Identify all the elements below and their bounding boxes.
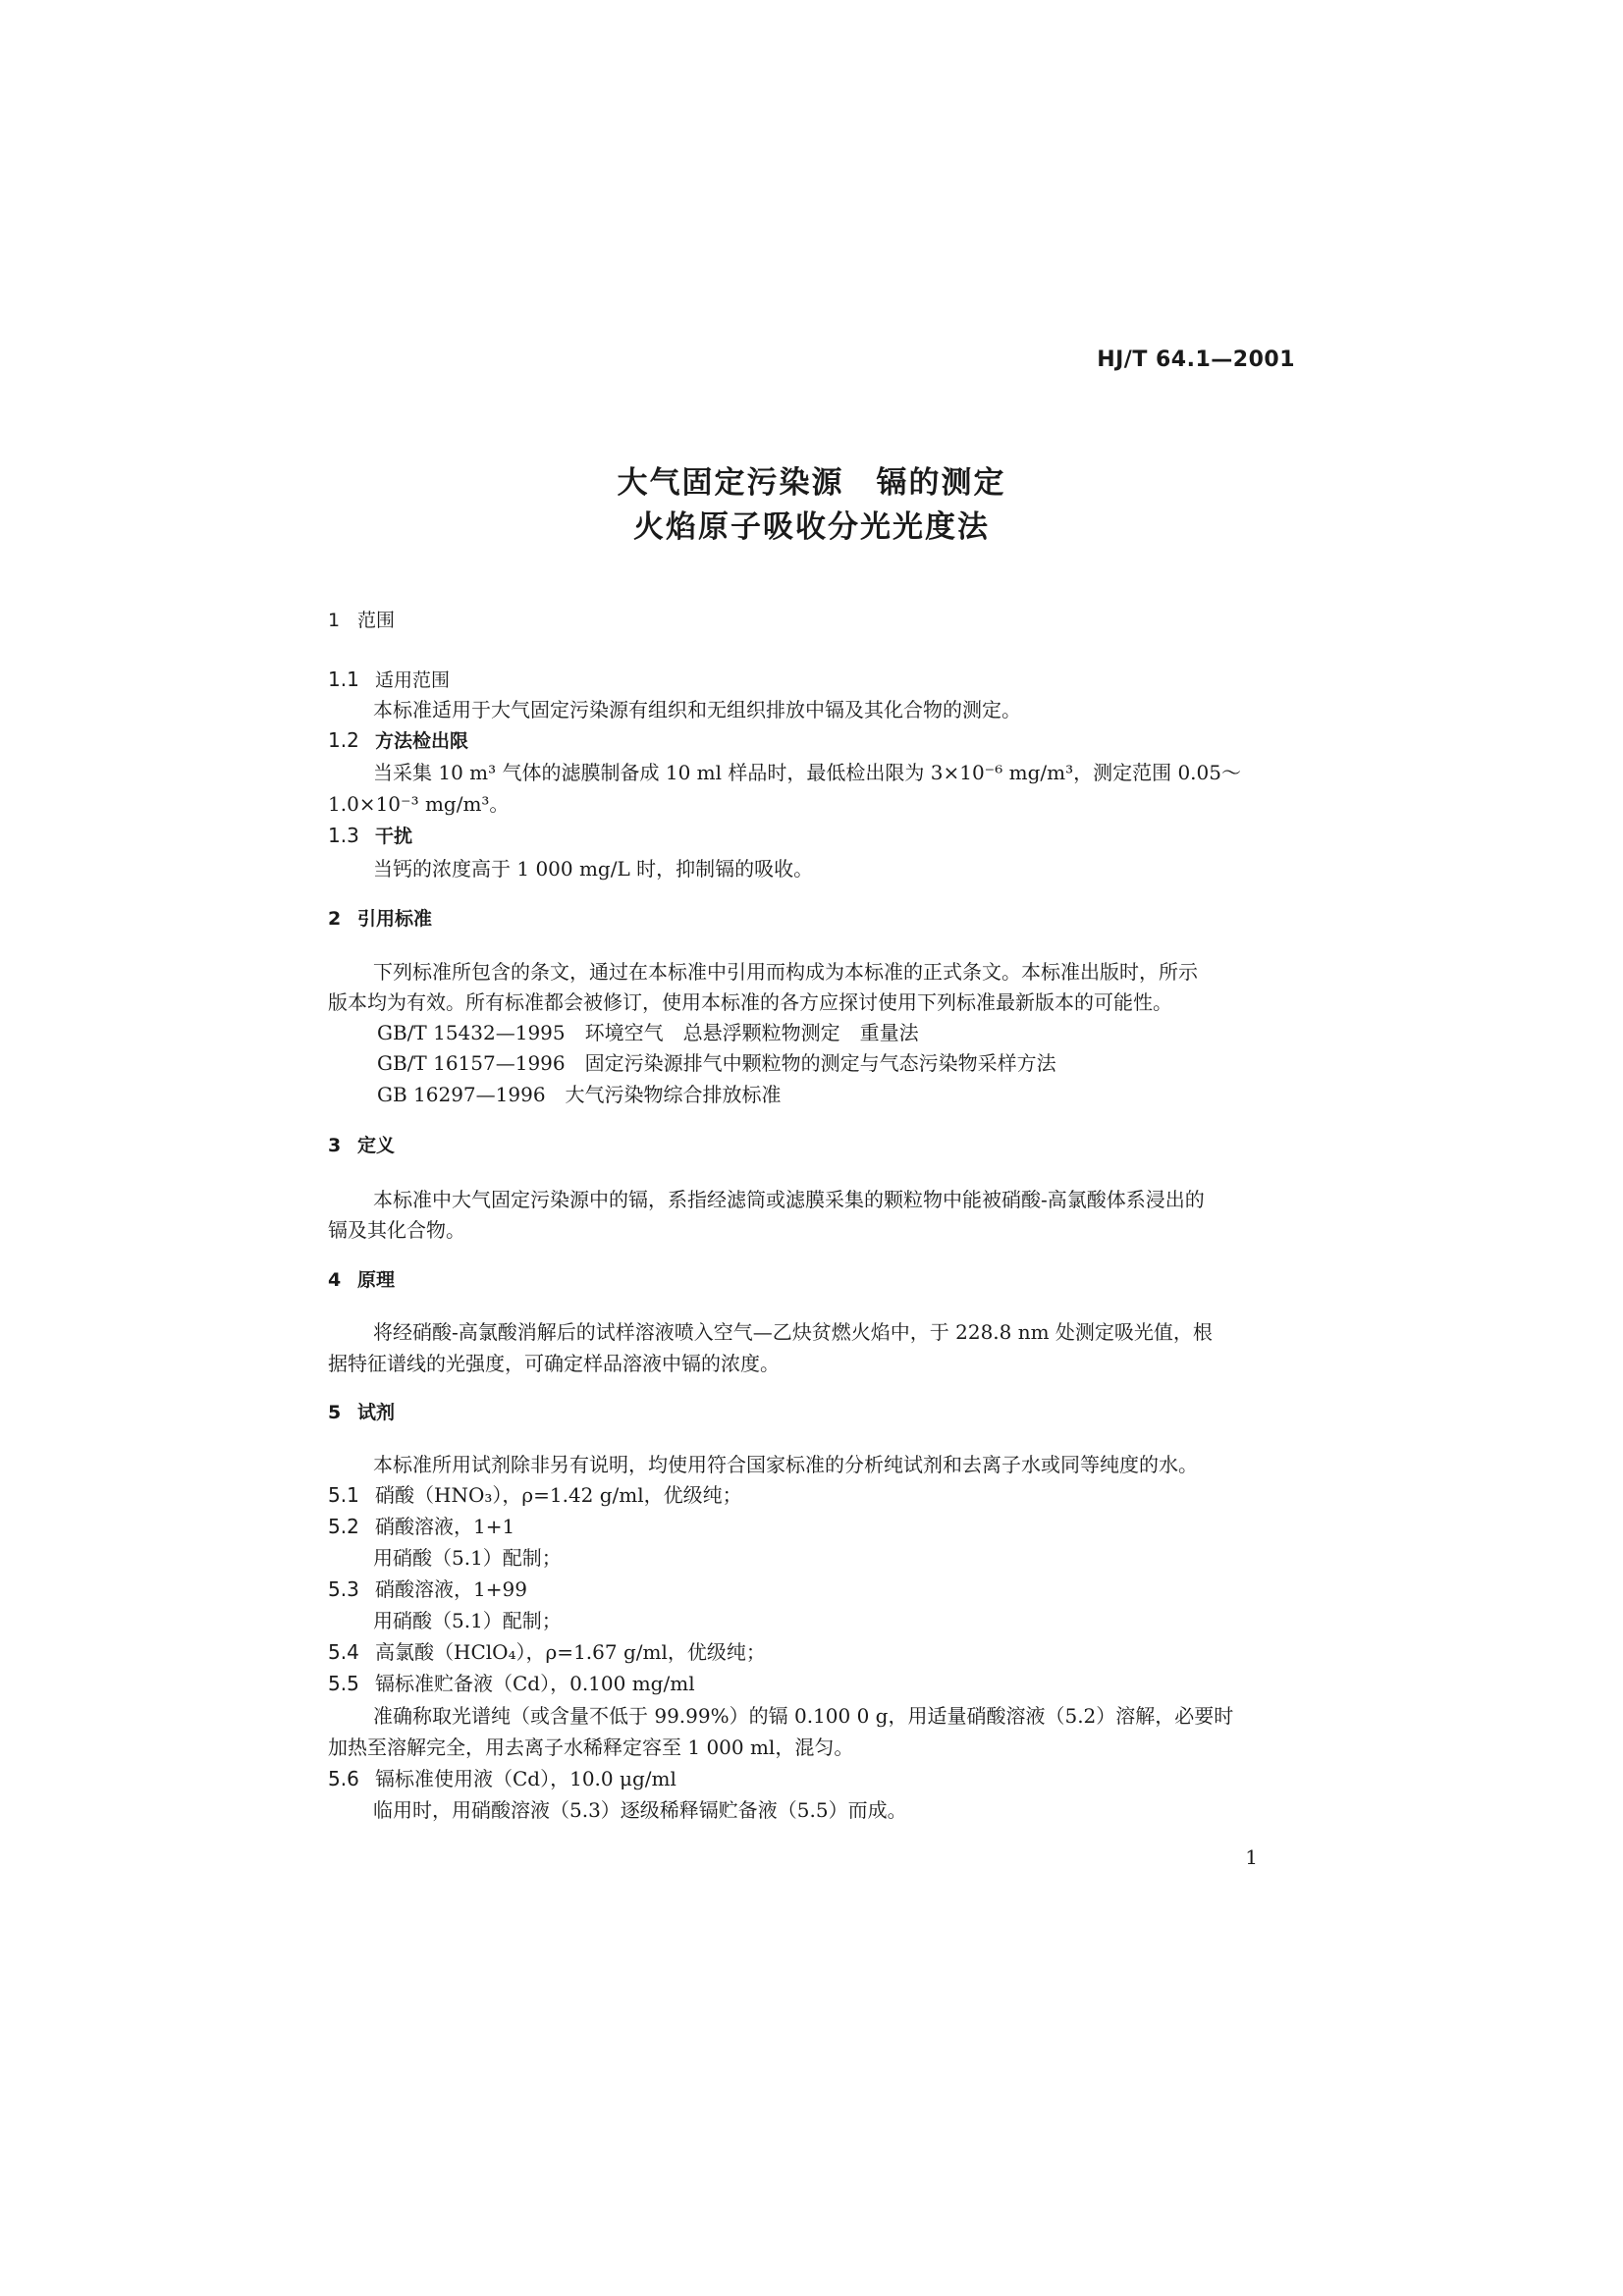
section-1-3-text: 当钙的浓度高于 1 000 mg/L 时，抑制镉的吸收。 (373, 857, 814, 881)
section-5-2-note: 用硝酸（5.1）配制； (373, 1546, 562, 1570)
subsection-number: 5.2 (328, 1515, 359, 1538)
section-1-2-heading (328, 725, 1295, 756)
subsection-number: 5.5 (328, 1672, 359, 1695)
page-number: 1 (1245, 1845, 1258, 1869)
section-5-text: 本标准所用试剂除非另有说明，均使用符合国家标准的分析纯试剂和去离子水或同等纯度的水。 (373, 1453, 1198, 1476)
section-1-3-heading (328, 821, 1295, 851)
section-5-6-item (328, 1764, 1295, 1793)
subsection-text: 硝酸溶液，1+1 (375, 1515, 515, 1538)
section-1-1-text: 本标准适用于大气固定污染源有组织和无组织排放中镉及其化合物的测定。 (373, 698, 1021, 721)
section-title: 定义 (357, 1135, 396, 1156)
reference-item: GB 16297—1996 大气污染物综合排放标准 (377, 1083, 782, 1106)
section-1-heading (328, 606, 1295, 635)
section-5-1-item (328, 1480, 1295, 1510)
section-title: 引用标准 (357, 908, 433, 930)
subsection-text: 镉标准贮备液（Cd），0.100 mg/ml (375, 1672, 695, 1695)
section-number: 5 (328, 1402, 342, 1423)
section-5-5-item (328, 1669, 1295, 1698)
section-4-text-line2: 据特征谱线的光强度，可确定样品溶液中镉的浓度。 (328, 1352, 780, 1375)
subsection-title: 适用范围 (375, 669, 451, 691)
standard-code: HJ/T 64.1—2001 (1097, 347, 1295, 372)
reference-item: GB/T 16157—1996 固定污染源排气中颗粒物的测定与气态污染物采样方法 (377, 1051, 1056, 1075)
subsection-number: 1.3 (328, 824, 359, 847)
section-3-text-line1: 本标准中大气固定污染源中的镉，系指经滤筒或滤膜采集的颗粒物中能被硝酸-高氯酸体系浸出的 (373, 1188, 1205, 1211)
section-number: 4 (328, 1269, 342, 1291)
section-number: 3 (328, 1135, 342, 1156)
subsection-number: 1.1 (328, 667, 359, 691)
section-2-text-line2: 版本均为有效。所有标准都会被修订，使用本标准的各方应探讨使用下列标准最新版本的可能性。 (328, 990, 1172, 1014)
section-5-heading (328, 1398, 1295, 1427)
section-5-3-note: 用硝酸（5.1）配制； (373, 1609, 562, 1632)
subsection-number: 5.3 (328, 1577, 359, 1601)
subsection-text: 镉标准使用液（Cd），10.0 μg/ml (375, 1767, 676, 1790)
subsection-text: 硝酸（HNO₃），ρ=1.42 g/ml，优级纯； (375, 1483, 742, 1507)
subsection-title: 方法检出限 (375, 730, 469, 752)
section-5-3-item (328, 1575, 1295, 1604)
section-title: 试剂 (357, 1402, 396, 1423)
section-5-2-item (328, 1512, 1295, 1541)
section-title: 原理 (357, 1269, 396, 1291)
section-title: 范围 (357, 610, 396, 631)
section-5-4-item (328, 1637, 1295, 1667)
section-number: 1 (328, 610, 341, 631)
section-2-heading (328, 904, 1295, 934)
section-1-2-text-line1: 当采集 10 m³ 气体的滤膜制备成 10 ml 样品时，最低检出限为 3×10⁻⁶ mg/m³，测定范围 0.05～ (373, 761, 1241, 784)
section-5-5-note-line2: 加热至溶解完全，用去离子水稀释定容至 1 000 ml，混匀。 (328, 1735, 854, 1759)
subsection-number: 5.4 (328, 1640, 359, 1664)
section-5-5-note-line1: 准确称取光谱纯（或含量不低于 99.99%）的镉 0.100 0 g，用适量硝酸溶液（5.2）溶解，必要时 (373, 1704, 1234, 1728)
section-3-heading (328, 1131, 1295, 1160)
subsection-title: 干扰 (375, 826, 413, 847)
subsection-number: 5.1 (328, 1483, 359, 1507)
section-3-text-line2: 镉及其化合物。 (328, 1218, 465, 1242)
reference-item: GB/T 15432—1995 环境空气 总悬浮颗粒物测定 重量法 (377, 1021, 919, 1044)
subsection-text: 高氯酸（HClO₄），ρ=1.67 g/ml，优级纯； (375, 1640, 766, 1664)
subsection-number: 5.6 (328, 1767, 359, 1790)
section-number: 2 (328, 908, 342, 930)
section-4-heading (328, 1265, 1295, 1295)
section-2-text-line1: 下列标准所包含的条文，通过在本标准中引用而构成为本标准的正式条文。本标准出版时，所示 (373, 960, 1198, 984)
subsection-text: 硝酸溶液，1+99 (375, 1577, 527, 1601)
section-4-text-line1: 将经硝酸-高氯酸消解后的试样溶液喷入空气—乙炔贫燃火焰中，于 228.8 nm 处测定吸光值，根 (373, 1320, 1213, 1344)
document-title-line1: 大气固定污染源 镉的测定 (617, 465, 1006, 501)
section-1-1-heading (328, 665, 1295, 695)
subsection-number: 1.2 (328, 728, 359, 752)
document-title-line2: 火焰原子吸收分光光度法 (633, 509, 990, 545)
section-1-2-text-line2: 1.0×10⁻³ mg/m³。 (328, 792, 510, 816)
section-5-6-note: 临用时，用硝酸溶液（5.3）逐级稀释镉贮备液（5.5）而成。 (373, 1798, 907, 1822)
